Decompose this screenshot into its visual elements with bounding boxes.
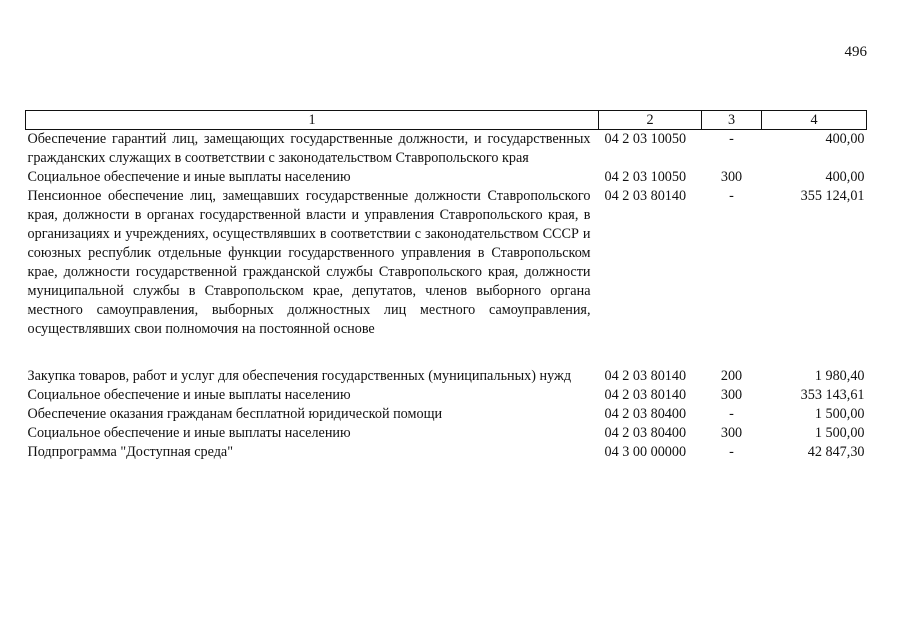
- row-code: 04 2 03 80400: [604, 406, 687, 422]
- row-type: 300: [720, 387, 743, 403]
- row-amount: 355 124,01: [800, 188, 865, 204]
- table-row: [26, 443, 867, 462]
- row-amount: 42 847,30: [807, 444, 865, 460]
- table-row: [26, 168, 867, 187]
- row-code: 04 2 03 10050: [604, 169, 687, 185]
- row-type: -: [729, 406, 734, 422]
- spacer-cell: [26, 339, 867, 367]
- table-row: [26, 386, 867, 405]
- column-header-1: 1: [26, 111, 599, 130]
- row-name: Пенсионное обеспечение лиц, замещавших государственные должности Ставропольского края, должности в органах государственной власти и управления Ставропольского края, в организациях и учреждениях, осуществлявших в соответствии с законодательством СССР и союзных республик отдельные функции государственного управления в Ставропольском крае, должности государственной гражданской службы Ставропольского края, должности муниципальной службы в Ставропольском крае, депутатов, членов выборного органа местного самоуправления, выборных должностных лиц местного самоуправления, осуществлявших свои полномочия на постоянной основе: [27, 188, 591, 337]
- spacer-row: [26, 339, 867, 367]
- row-code: 04 2 03 80140: [604, 368, 687, 384]
- row-name: Социальное обеспечение и иные выплаты населению: [27, 169, 351, 185]
- row-type: -: [729, 188, 734, 204]
- row-code: 04 2 03 10050: [604, 131, 687, 147]
- row-name: Обеспечение гарантий лиц, замещающих государственные должности, и государственных гражданских служащих в соответствии с законодательством Ставропольского края: [27, 131, 591, 166]
- row-name: Подпрограмма "Доступная среда": [27, 444, 234, 460]
- row-type: -: [729, 444, 734, 460]
- row-type: 300: [720, 169, 743, 185]
- row-amount: 400,00: [825, 169, 865, 185]
- table-row: [26, 187, 867, 339]
- row-code: 04 2 03 80400: [604, 425, 687, 441]
- column-header-4: 4: [762, 111, 867, 130]
- page-number: 496: [844, 44, 867, 60]
- row-name: Социальное обеспечение и иные выплаты населению: [27, 387, 351, 403]
- row-amount: 1 500,00: [814, 425, 865, 441]
- budget-table: [25, 110, 867, 462]
- row-amount: 353 143,61: [800, 387, 865, 403]
- column-header-2: 2: [599, 111, 702, 130]
- row-name: Социальное обеспечение и иные выплаты населению: [27, 425, 351, 441]
- row-type: -: [729, 131, 734, 147]
- column-header-3: 3: [702, 111, 762, 130]
- table-row: [26, 424, 867, 443]
- row-amount: 400,00: [825, 131, 865, 147]
- table-row: [26, 367, 867, 386]
- row-name: Закупка товаров, работ и услуг для обеспечения государственных (муниципальных) нужд: [27, 368, 572, 384]
- row-amount: 1 500,00: [814, 406, 865, 422]
- row-code: 04 2 03 80140: [604, 387, 687, 403]
- row-type: 300: [720, 425, 743, 441]
- table-row: [26, 130, 867, 169]
- row-name: Обеспечение оказания гражданам бесплатной юридической помощи: [27, 406, 443, 422]
- row-code: 04 3 00 00000: [604, 444, 687, 460]
- table-row: [26, 405, 867, 424]
- row-amount: 1 980,40: [814, 368, 865, 384]
- table-header-row: [26, 111, 867, 130]
- row-code: 04 2 03 80140: [604, 188, 687, 204]
- row-type: 200: [720, 368, 743, 384]
